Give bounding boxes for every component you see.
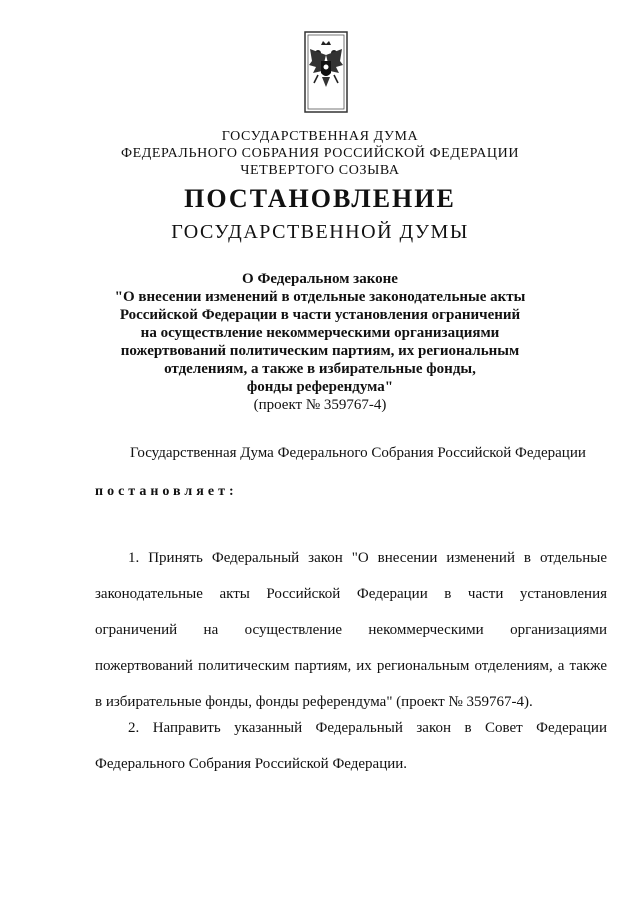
chamber-line: ГОСУДАРСТВЕННАЯ ДУМА [221,129,419,144]
resolves-colon: : [228,484,234,499]
law-title-line: Российской Федерации в части установления ограничений [119,307,521,323]
law-title-line: фонды референдума" [246,379,394,395]
law-title-line: О Федеральном законе [242,271,398,287]
law-title-line: отделениям, а также в избирательные фонды, [164,361,476,377]
chamber-line: ЧЕТВЕРТОГО СОЗЫВА [240,163,400,178]
resolves-line [95,483,234,501]
law-title-line: на осуществление некоммерческими организациями [140,325,500,341]
resolution-item-2: 2. Направить указанный Федеральный закон в Совет Федерации Федерального Собрания Российской Федерации. [95,720,607,772]
document-subtitle: ГОСУДАРСТВЕННОЙ ДУМЫ [171,221,469,243]
draft-number: (проект № 359767-4) [253,397,387,413]
chamber-line: ФЕДЕРАЛЬНОГО СОБРАНИЯ РОССИЙСКОЙ ФЕДЕРАЦИИ [120,146,520,161]
law-title-block [0,270,640,396]
law-title-line: "О внесении изменений в отдельные законодательные акты [114,289,526,305]
law-title-line: пожертвований политическим партиям, их региональным [120,343,520,359]
chamber-header [0,128,640,179]
resolves-word: постановляет [95,484,229,499]
intro-paragraph: Государственная Дума Федерального Собрания Российской Федерации [130,445,586,461]
resolution-item-1: 1. Принять Федеральный закон "О внесении изменений в отдельные законодательные акты Российской Федерации в части установления ограничений на осуществление некоммерческими организациями пожертвований политическим партиям, их региональным отделениям, а также в избирательные фонды, фонды референдума" (проект № 359767-4). [95,550,607,710]
double-headed-eagle-emblem-icon [304,31,348,113]
document-title: ПОСТАНОВЛЕНИЕ [184,184,456,213]
